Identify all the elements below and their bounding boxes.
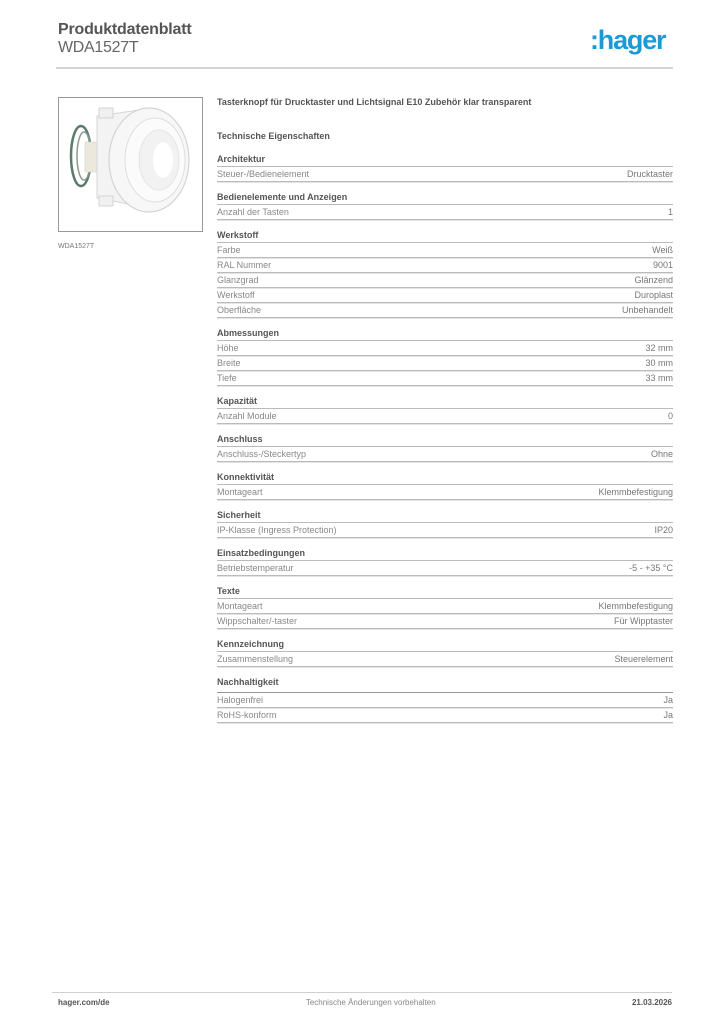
section-title: Konnektivität (217, 471, 673, 485)
spec-value: Weiß (652, 245, 673, 255)
spec-section-bedienelemente (217, 191, 673, 220)
article-number: WDA1527T (58, 39, 139, 56)
section-title: Werkstoff (217, 229, 673, 243)
section-title: Sicherheit (217, 509, 673, 523)
spec-value: 32 mm (645, 343, 673, 353)
spec-row (217, 447, 673, 462)
spec-row (217, 258, 673, 273)
spec-label: Zusammenstellung (217, 654, 294, 664)
spec-label: Farbe (217, 245, 241, 255)
spec-section-konnektivitaet (217, 471, 673, 500)
spec-value: Klemmbefestigung (598, 601, 673, 611)
product-image (58, 97, 203, 232)
technical-properties-heading: Technische Eigenschaften (217, 131, 330, 141)
section-title: Abmessungen (217, 327, 673, 341)
spec-row (217, 303, 673, 318)
spec-value: 9001 (652, 260, 673, 270)
spec-row (217, 167, 673, 182)
spec-label: Steuer-/Bedienelement (217, 169, 310, 179)
spec-value: Ja (663, 695, 673, 705)
section-title: Anschluss (217, 433, 673, 447)
spec-label: Anzahl Module (217, 411, 277, 421)
product-description: Tasterknopf für Drucktaster und Lichtsignal E10 Zubehör klar transparent (217, 97, 532, 107)
spec-label: RoHS-konform (217, 710, 277, 720)
spec-value: Klemmbefestigung (598, 487, 673, 497)
spec-row (217, 341, 673, 356)
spec-row (217, 485, 673, 500)
spec-value: Unbehandelt (621, 305, 673, 315)
section-title: Kapazität (217, 395, 673, 409)
spec-row (217, 652, 673, 667)
spec-value: -5 - +35 °C (629, 563, 673, 573)
spec-row (217, 523, 673, 538)
spec-label: Montageart (217, 487, 263, 497)
footer-website-link[interactable]: hager.com/de (58, 998, 110, 1007)
spec-label: Wippschalter/-taster (217, 616, 298, 626)
spec-label: IP-Klasse (Ingress Protection) (217, 525, 337, 535)
spec-row (217, 561, 673, 576)
spec-section-anschluss (217, 433, 673, 462)
spec-row (217, 599, 673, 614)
section-title: Architektur (217, 153, 673, 167)
section-title: Texte (217, 585, 673, 599)
spec-section-sicherheit (217, 509, 673, 538)
spec-value: 33 mm (645, 373, 673, 383)
spec-label: Tiefe (217, 373, 237, 383)
spec-value: IP20 (654, 525, 673, 535)
footer-disclaimer: Technische Änderungen vorbehalten (305, 998, 436, 1007)
spec-section-kapazitaet (217, 395, 673, 424)
spec-content (217, 95, 673, 732)
spec-row (217, 205, 673, 220)
spec-section-werkstoff (217, 229, 673, 318)
spec-label: Breite (217, 358, 241, 368)
spec-row (217, 356, 673, 371)
spec-label: Glanzgrad (217, 275, 259, 285)
spec-row (217, 614, 673, 629)
spec-label: Betriebstemperatur (217, 563, 294, 573)
spec-section-abmessungen (217, 327, 673, 386)
section-title: Nachhaltigkeit (217, 676, 673, 693)
section-title: Kennzeichnung (217, 638, 673, 652)
spec-label: RAL Nummer (217, 260, 272, 270)
spec-section-kennzeichnung (217, 638, 673, 667)
spec-label: Anzahl der Tasten (217, 207, 289, 217)
spec-value: Glänzend (634, 275, 673, 285)
spec-value: Steuerelement (614, 654, 673, 664)
spec-label: Höhe (217, 343, 239, 353)
spec-value: Ja (663, 710, 673, 720)
spec-section-einsatzbedingungen (217, 547, 673, 576)
spec-row (217, 693, 673, 708)
spec-label: Halogenfrei (217, 695, 264, 705)
spec-row (217, 409, 673, 424)
hager-logo: :hager (590, 25, 666, 55)
spec-label: Montageart (217, 601, 263, 611)
page-footer (58, 998, 672, 1007)
spec-label: Werkstoff (217, 290, 255, 300)
spec-value: Für Wipptaster (613, 616, 673, 626)
spec-label: Anschluss-/Steckertyp (217, 449, 307, 459)
spec-row (217, 371, 673, 386)
section-title: Einsatzbedingungen (217, 547, 673, 561)
spec-row (217, 273, 673, 288)
spec-row (217, 243, 673, 258)
spec-value: 1 (667, 207, 673, 217)
spec-row (217, 288, 673, 303)
page-title: Produktdatenblatt (58, 21, 192, 38)
spec-label: Oberfläche (217, 305, 262, 315)
spec-section-nachhaltigkeit (217, 676, 673, 723)
push-button-cap-icon (59, 98, 202, 231)
spec-section-texte (217, 585, 673, 629)
footer-date: 21.03.2026 (631, 998, 672, 1007)
image-caption: WDA1527T (58, 243, 95, 250)
spec-section-architektur (217, 153, 673, 182)
section-title: Bedienelemente und Anzeigen (217, 191, 673, 205)
header-divider (56, 67, 673, 69)
spec-value: Ohne (650, 449, 673, 459)
spec-value: 0 (667, 411, 673, 421)
page-header (58, 20, 192, 57)
footer-divider (52, 992, 672, 993)
spec-row (217, 708, 673, 723)
spec-value: 30 mm (645, 358, 673, 368)
spec-value: Drucktaster (626, 169, 673, 179)
spec-value: Duroplast (634, 290, 673, 300)
